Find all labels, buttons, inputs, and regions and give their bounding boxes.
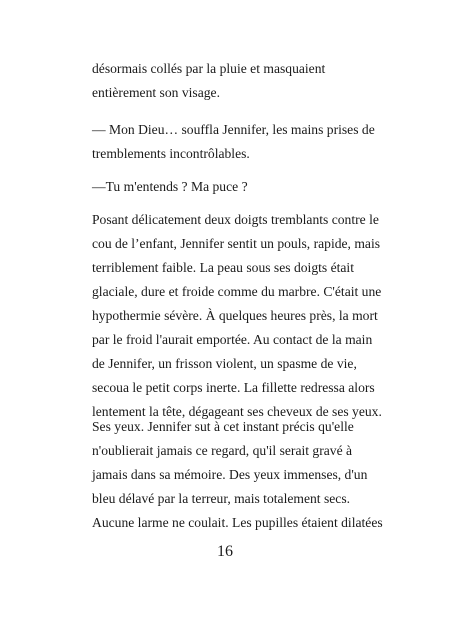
text-line: terriblement faible. La peau sous ses doigts était: [92, 260, 354, 275]
text-line: tremblements incontrôlables.: [92, 146, 250, 161]
text-line: hypothermie sévère. À quelques heures près, la mort: [92, 308, 378, 323]
page-number: 16: [217, 543, 233, 560]
text-line: —Tu m'entends ? Ma puce ?: [92, 179, 248, 194]
text-line: désormais collés par la pluie et masquaient: [92, 61, 326, 76]
paragraph: [92, 175, 382, 199]
paragraph: [92, 415, 382, 535]
text-line: secoua le petit corps inerte. La fillette redressa alors: [92, 380, 375, 395]
paragraph: [92, 57, 382, 105]
paragraph: [92, 118, 382, 166]
text-line: entièrement son visage.: [92, 85, 220, 100]
text-line: n'oublierait jamais ce regard, qu'il serait gravé à: [92, 443, 353, 458]
text-line: jamais dans sa mémoire. Des yeux immenses, d'un: [92, 467, 368, 482]
text-line: cou de l’enfant, Jennifer sentit un pouls, rapide, mais: [92, 236, 381, 251]
text-line: bleu délavé par la terreur, mais totalement secs.: [92, 491, 351, 506]
text-line: — Mon Dieu… souffla Jennifer, les mains prises de: [92, 122, 375, 137]
text-line: lentement la tête, dégageant ses cheveux de ses yeux.: [92, 404, 382, 419]
text-line: Ses yeux. Jennifer sut à cet instant précis qu'elle: [92, 419, 354, 434]
text-line: Posant délicatement deux doigts tremblants contre le: [92, 212, 379, 227]
text-line: de Jennifer, un frisson violent, un spasme de vie,: [92, 356, 357, 371]
text-line: Aucune larme ne coulait. Les pupilles étaient dilatées: [92, 515, 383, 530]
text-line: par le froid l'aurait emportée. Au contact de la main: [92, 332, 373, 347]
text-line: glaciale, dure et froide comme du marbre. C'était une: [92, 284, 382, 299]
paragraph: [92, 208, 382, 424]
